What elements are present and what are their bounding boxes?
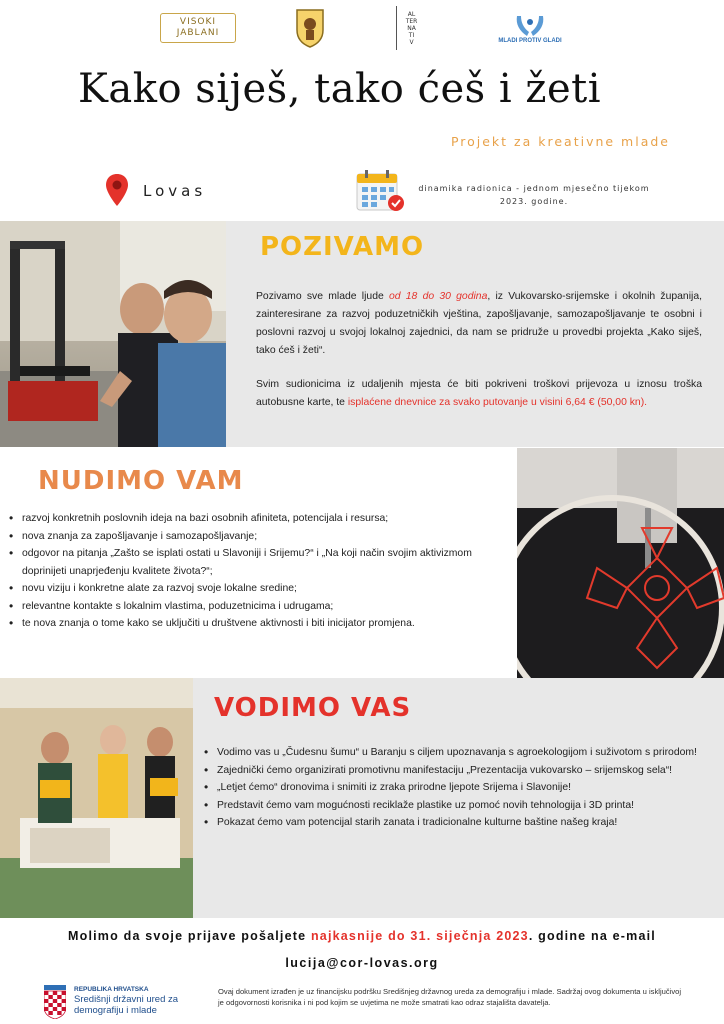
- location-label: Lovas: [143, 182, 207, 200]
- visoki-jablani-logo: [160, 13, 236, 43]
- mladi-protiv-gladi-logo: [495, 6, 565, 50]
- visoki-jablani-line1: VISOKI: [179, 17, 217, 27]
- photo-embroidery-machine: [517, 448, 724, 678]
- list-item: • novu viziju i konkretne alate za razvoj svoje lokalne sredine;: [7, 580, 507, 598]
- nudimo-heading: NUDIMO VAM: [38, 466, 244, 496]
- photo-3d-printer-workshop: [0, 221, 226, 447]
- photo-fair-stand: [0, 678, 193, 918]
- list-item: • nova znanja za zapošljavanje i samozapošljavanje;: [7, 528, 507, 546]
- subtitle: Projekt za kreativne mlade: [450, 134, 670, 149]
- deadline-text-a: Molimo da svoje prijave pošaljete: [68, 929, 311, 943]
- list-item: • odgovor na pitanja „Zašto se isplati ostati u Slavoniji i Srijemu?“ i „Na koji način svojim aktivizmom doprinijeti unaprjeđenju kvalitete života?“;: [7, 545, 507, 580]
- alternativ-logo: [396, 6, 426, 50]
- nudimo-list: [7, 510, 507, 633]
- contact-email[interactable]: lucija@cor-lovas.org: [285, 956, 439, 970]
- deadline-date: najkasnije do 31. siječnja 2023: [310, 929, 529, 943]
- calendar-icon: [356, 169, 406, 213]
- gov-office-logo: [44, 985, 194, 1021]
- alt-line-4: TI: [408, 31, 415, 39]
- pozivamo-paragraph-1: [256, 288, 702, 360]
- application-deadline: [12, 929, 712, 943]
- gov-line2: Središnji državni ured za: [74, 994, 179, 1005]
- schedule-line2: 2023. godine.: [499, 197, 569, 206]
- list-item: • Pokazat ćemo vam potencijal starih zanata i tradicionalne kulturne baštine našeg kraja!: [202, 814, 700, 832]
- lovas-crest-logo: [292, 6, 328, 50]
- alt-line-5: V: [409, 38, 414, 46]
- deadline-text-b: . godine na e-mail: [528, 929, 656, 943]
- page-title: Kako siješ, tako ćeš i žeti: [78, 66, 602, 112]
- vodimo-heading: VODIMO VAS: [214, 693, 412, 723]
- p1-text-b: , iz Vukovarsko-srijemske i okolnih županija, zainteresirane za razvoj poduzetničkih vještina, zapošljavanje, samozapošljavanje te osobni i poslovni razvoj u svojoj lokalnoj zajednici, da nam se pridruže u provedbi projekta „Kako siješ, tako ćeš i žeti“.: [256, 291, 702, 356]
- alt-line-2: TER: [405, 17, 418, 25]
- funding-disclaimer: Ovaj dokument izrađen je uz financijsku podršku Središnjeg državnog ureda za demografiju i mlade. Sadržaj ovog dokumenta u isključivoj je odgovornosti korisnika i ni pod kojim se uvjetima ne može smatrati kao odraz stajališta davatelja.: [218, 987, 682, 1007]
- p1-text-a: Pozivamo sve mlade ljude: [256, 291, 389, 302]
- list-item: • Vodimo vas u „Čudesnu šumu“ u Baranju s ciljem upoznavanja s agroekologijom i suživotom s prirodom!: [202, 744, 700, 762]
- partner-logos: [160, 6, 580, 50]
- mpg-label: MLADI PROTIV GLADI: [498, 38, 562, 44]
- list-item: • Predstavit ćemo vam mogućnosti reciklaže plastike uz pomoć novih tehnologija i 3D printa!: [202, 797, 700, 815]
- list-item: • relevantne kontakte s lokalnim vlastima, poduzetnicima i udrugama;: [7, 598, 507, 616]
- vodimo-list: [202, 744, 700, 832]
- list-item: • te nova znanja o tome kako se uključiti u društvene aktivnosti i biti inicijator promjena.: [7, 615, 507, 633]
- alt-line-3: NA: [407, 24, 416, 32]
- location-pin-icon: [104, 173, 130, 207]
- hands-icon: [513, 12, 547, 38]
- schedule-note: [414, 182, 654, 208]
- gov-line1: REPUBLIKA HRVATSKA: [74, 986, 149, 993]
- gov-line3: demografiju i mlade: [74, 1005, 157, 1016]
- visoki-jablani-line2: JABLANI: [176, 28, 220, 38]
- pozivamo-heading: POZIVAMO: [260, 232, 425, 262]
- gov-office-name: [74, 985, 234, 1016]
- schedule-line1: dinamika radionica - jednom mjesečno tijekom: [418, 184, 650, 193]
- list-item: • „Letjet ćemo“ dronovima i snimiti iz zraka prirodne ljepote Srijema i Slavonije!: [202, 779, 700, 797]
- pozivamo-paragraph-2: [256, 376, 702, 412]
- p1-age-highlight: od 18 do 30 godina: [388, 291, 488, 302]
- list-item: • razvoj konkretnih poslovnih ideja na bazi osobnih afiniteta, potencijala i resursa;: [7, 510, 507, 528]
- p2-allowance-highlight: isplaćene dnevnice za svako putovanje u visini 6,64 € (50,00 kn).: [347, 397, 648, 408]
- alt-line-1: AL: [407, 10, 416, 18]
- croatian-shield-icon: [44, 985, 66, 1019]
- p2-text-a: Svim sudionicima iz udaljenih mjesta će biti pokriveni troškovi prijevoza u iznosu troška autobusne karte, te: [256, 379, 702, 408]
- list-item: • Zajednički ćemo organizirati promotivnu manifestaciju „Prezentacija vukovarsko – srijemskog sela“!: [202, 762, 700, 780]
